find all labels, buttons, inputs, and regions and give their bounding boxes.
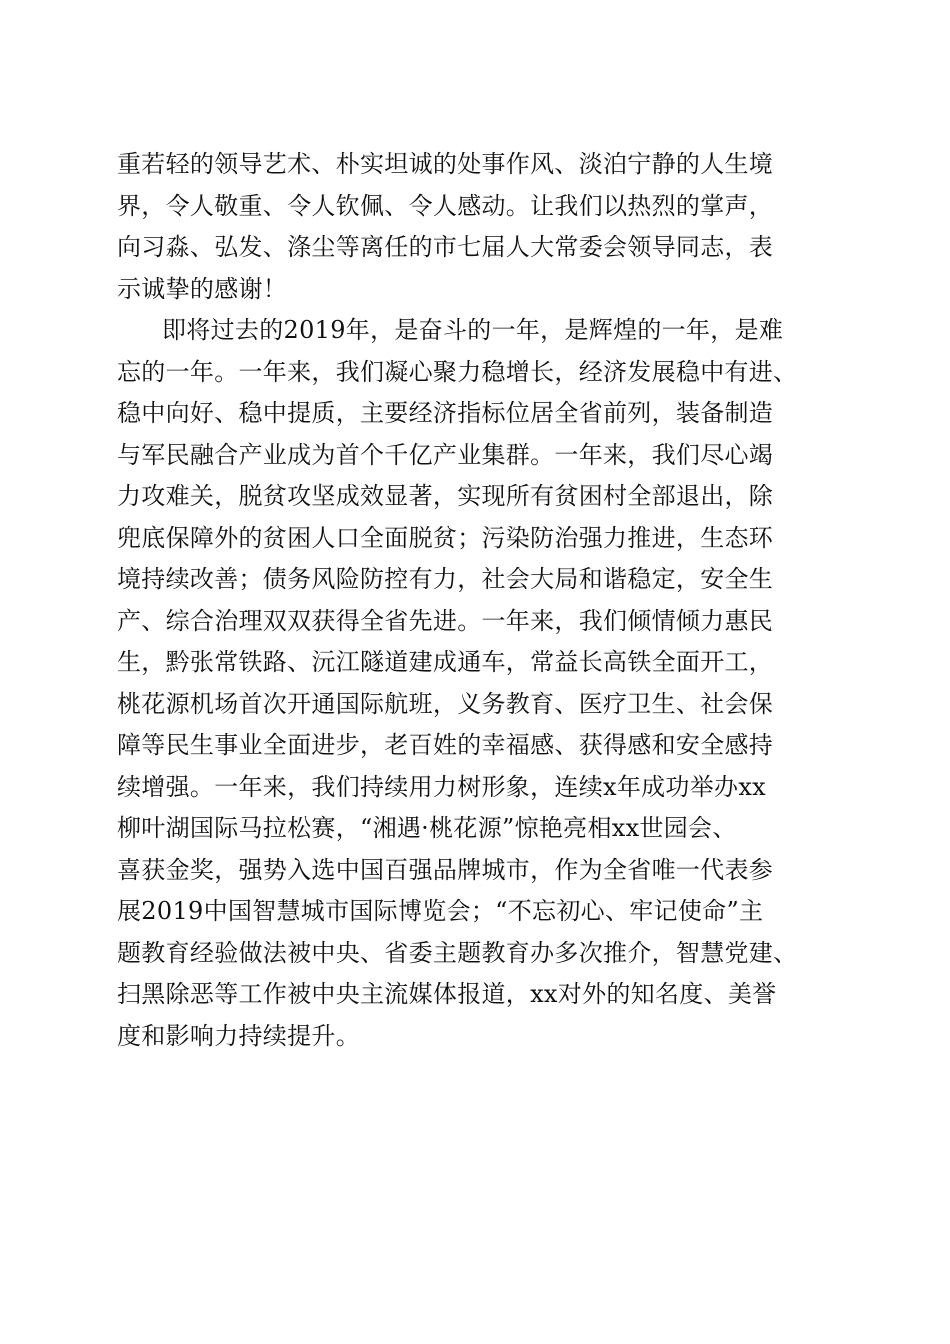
text-line: 桃花源机场首次开通国际航班，义务教育、医疗卫生、社会保 [117,689,774,718]
text-line: 展2019中国智慧城市国际博览会；“不忘初心、牢记使命”主 [117,897,764,925]
text-line: 喜获金奖，强势入选中国百强品牌城市，作为全省唯一代表参 [117,855,774,884]
text-line: 忘的一年。一年来，我们凝心聚力稳增长，经济发展稳中有进、 [117,357,798,386]
text-line: 度和影响力持续提升。 [117,1021,360,1050]
text-line: 柳叶湖国际马拉松赛，“湘遇·桃花源”惊艳亮相xx世园会、 [117,814,737,842]
paragraph-2 [117,310,842,1057]
text-line: 境持续改善；债务风险防控有力，社会大局和谐稳定，安全生 [117,565,774,593]
text-line: 与军民融合产业成为首个千亿产业集群。一年来，我们尽心竭 [117,440,774,469]
text-line: 续增强。一年来，我们持续用力树形象，连续x年成功举办xx [117,772,767,801]
text-line: 障等民生事业全面进步，老百姓的幸福感、获得感和安全感持 [117,731,774,759]
paragraph-1 [117,144,842,310]
text-line: 力攻难关，脱贫攻坚成效显著，实现所有贫困村全部退出，除 [117,482,774,510]
text-line: 扫黑除恶等工作被中央主流媒体报道，xx对外的知名度、美誉 [117,980,777,1008]
document-body [117,144,842,1057]
text-line: 示诚挚的感谢！ [117,274,288,303]
text-line: 重若轻的领导艺术、朴实坦诚的处事作风、淡泊宁静的人生境 [117,150,774,178]
text-line: 兜底保障外的贫困人口全面脱贫；污染防治强力推进，生态环 [117,523,774,552]
text-line: 生，黔张常铁路、沅江隧道建成通车，常益长高铁全面开工， [117,648,774,676]
text-line: 题教育经验做法被中央、省委主题教育办多次推介，智慧党建、 [117,938,798,967]
text-line: 向习淼、弘发、涤尘等离任的市七届人大常委会领导同志，表 [117,233,774,261]
text-line: 即将过去的2019年，是奋斗的一年，是辉煌的一年，是难 [162,316,784,344]
text-line: 稳中向好、稳中提质，主要经济指标位居全省前列，装备制造 [117,399,774,427]
text-line: 界，令人敬重、令人钦佩、令人感动。让我们以热烈的掌声， [117,191,774,220]
text-line: 产、综合治理双双获得全省先进。一年来，我们倾情倾力惠民 [117,606,774,635]
